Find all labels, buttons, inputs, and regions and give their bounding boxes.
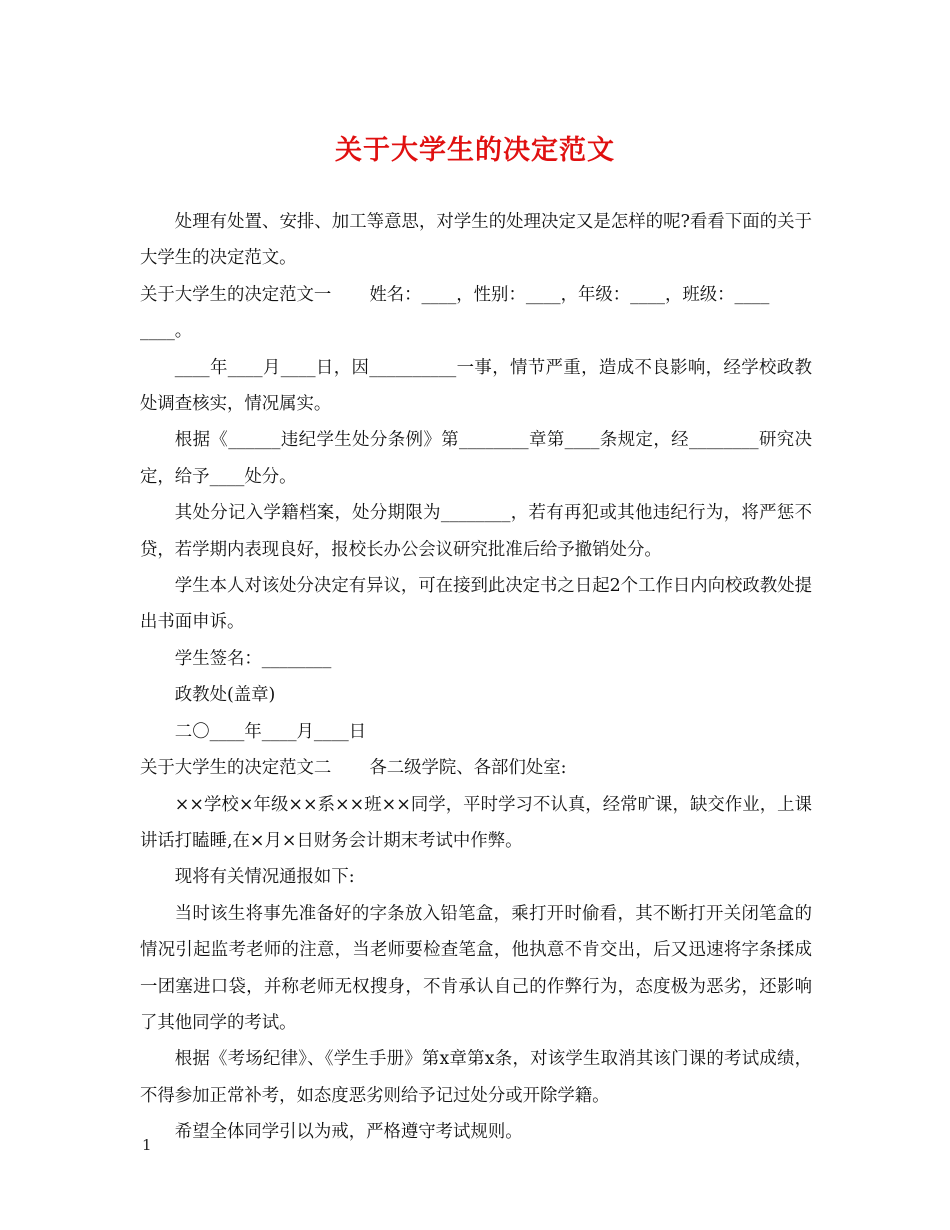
page-number: 1 [142,1136,152,1154]
section-2-paragraph-2: 现将有关情况通报如下: [174,867,355,888]
section-1-lead-continuation: ____。 [140,321,193,342]
section-1-paragraph-2: 根据《______违纪学生处分条例》第________章第____条规定，经________研究决定，给予____处分。 [140,430,812,487]
student-signature-line: 学生签名：________ [174,648,332,669]
document-body [140,204,812,1151]
section-2-paragraph-5: 希望全体同学引以为戒，严格遵守考试规则。 [174,1122,523,1143]
section-1-paragraph-4: 学生本人对该处分决定有异议，可在接到此决定书之日起2个工作日内向校政教处提出书面申诉。 [140,576,812,633]
section-1-paragraph-1: ____年____月____日，因__________一事，情节严重，造成不良影响，经学校政教处调查核实，情况属实。 [140,357,812,415]
section-1-heading-line [140,277,812,313]
section-2-heading: 关于大学生的决定范文二 [140,758,332,779]
section-2-paragraph-4: 根据《考场纪律》、《学生手册》第x章第x条，对该学生取消其该门课的考试成绩，不得参加正常补考，如态度恶劣则给予记过处分或开除学籍。 [140,1049,812,1106]
section-2-lead: 各二级学院、各部们处室: [369,758,567,779]
section-1-lead: 姓名：____，性别：____，年级：____，班级：____ [369,284,770,305]
document-title: 关于大学生的决定范文 [335,135,615,166]
intro-paragraph: 处理有处置、安排、加工等意思，对学生的处理决定又是怎样的呢?看看下面的关于大学生的决定范文。 [140,212,812,269]
section-1-paragraph-3: 其处分记入学籍档案，处分期限为________，若有再犯或其他违纪行为，将严惩不贷，若学期内表现良好，报校长办公会议研究批准后给予撤销处分。 [140,503,812,560]
section-2-paragraph-1: ××学校×年级××系××班××同学，平时学习不认真，经常旷课，缺交作业，上课讲话打瞌睡,在×月×日财务会计期末考试中作弊。 [140,794,812,851]
section-2-heading-line [140,750,812,786]
date-line: 二〇____年____月____日 [174,721,367,742]
office-seal-line: 政教处(盖章) [174,685,276,706]
section-2-paragraph-3: 当时该生将事先准备好的字条放入铅笔盒，乘打开时偷看，其不断打开关闭笔盒的情况引起监考老师的注意，当老师要检查笔盒，他执意不肯交出，后又迅速将字条揉成一团塞进口袋，并称老师无权搜身，不肯承认自己的作弊行为，态度极为恶劣，还影响了其他同学的考试。 [140,903,812,1033]
section-1-heading: 关于大学生的决定范文一 [140,284,332,305]
